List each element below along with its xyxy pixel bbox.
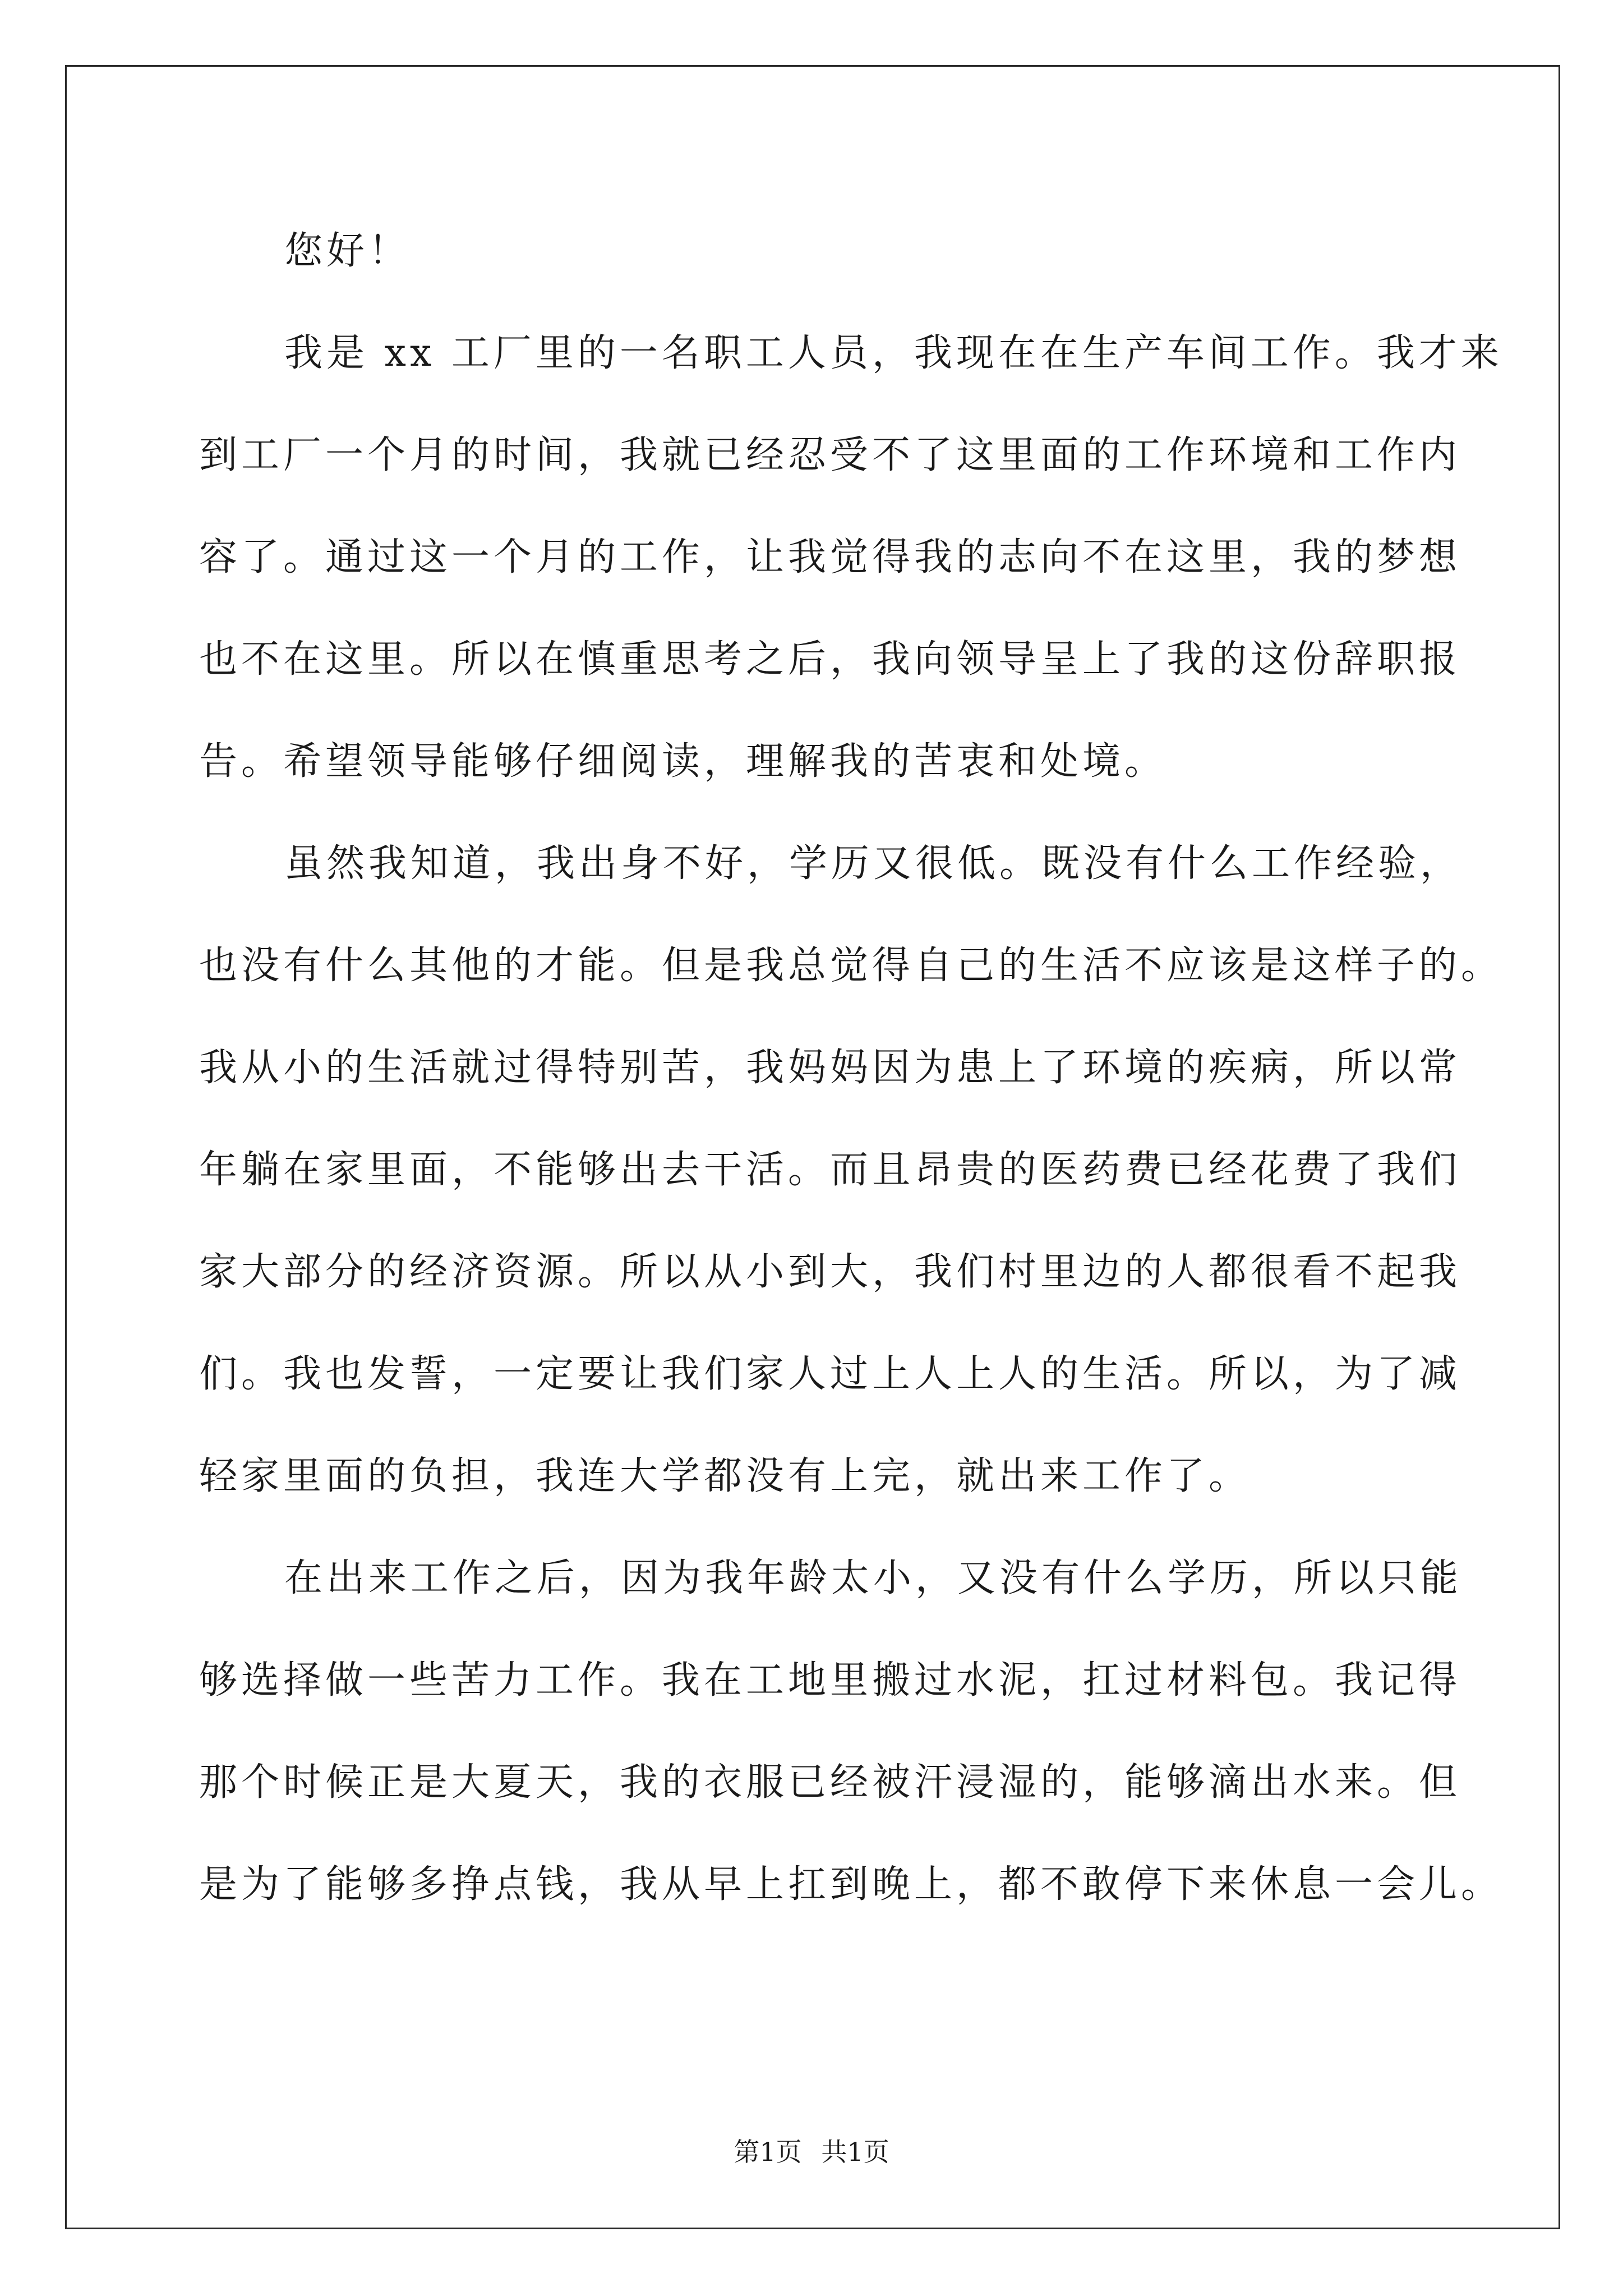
paragraph-2-line-3: 我从小的生活就过得特别苦，我妈妈因为患上了环境的疾病，所以常	[199, 1046, 1461, 1090]
paragraph-3-line-4: 是为了能够多挣点钱，我从早上扛到晚上，都不敢停下来休息一会儿。	[199, 1862, 1504, 1907]
paragraph-2-line-6: 们。我也发誓，一定要让我们家人过上人上人的生活。所以，为了减	[199, 1352, 1461, 1396]
document-body	[199, 218, 1504, 1953]
paragraph-2-line-4: 年躺在家里面，不能够出去干活。而且昂贵的医药费已经花费了我们	[199, 1148, 1461, 1192]
greeting: 您好！	[284, 229, 411, 273]
page-number-total: 共1页	[821, 2137, 889, 2167]
paragraph-1-line-1: 我是 xx 工厂里的一名职工人员，我现在在生产车间工作。我才来	[284, 331, 1503, 375]
paragraph-2-line-5: 家大部分的经济资源。所以从小到大，我们村里边的人都很看不起我	[199, 1250, 1461, 1294]
paragraph-2-line-7: 轻家里面的负担，我连大学都没有上完，就出来工作了。	[199, 1454, 1251, 1498]
paragraph-1-line-5: 告。希望领导能够仔细阅读，理解我的苦衷和处境。	[199, 739, 1167, 784]
paragraph-3-line-3: 那个时候正是大夏天，我的衣服已经被汗浸湿的，能够滴出水来。但	[199, 1760, 1461, 1805]
paragraph-1-line-4: 也不在这里。所以在慎重思考之后，我向领导呈上了我的这份辞职报	[199, 637, 1461, 682]
page-number-current: 第1页	[734, 2137, 802, 2167]
page-footer	[0, 2132, 1623, 2169]
paragraph-1-line-2: 到工厂一个月的时间，我就已经忍受不了这里面的工作环境和工作内	[199, 433, 1461, 477]
paragraph-1-line-3: 容了。通过这一个月的工作，让我觉得我的志向不在这里，我的梦想	[199, 535, 1461, 579]
paragraph-3-line-2: 够选择做一些苦力工作。我在工地里搬过水泥，扛过材料包。我记得	[199, 1658, 1461, 1703]
paragraph-2-line-2: 也没有什么其他的才能。但是我总觉得自己的生活不应该是这样子的。	[199, 944, 1504, 988]
paragraph-3-line-1: 在出来工作之后，因为我年龄太小，又没有什么学历，所以只能	[284, 1556, 1463, 1600]
paragraph-2-line-1: 虽然我知道，我出身不好，学历又很低。既没有什么工作经验，	[284, 841, 1463, 886]
